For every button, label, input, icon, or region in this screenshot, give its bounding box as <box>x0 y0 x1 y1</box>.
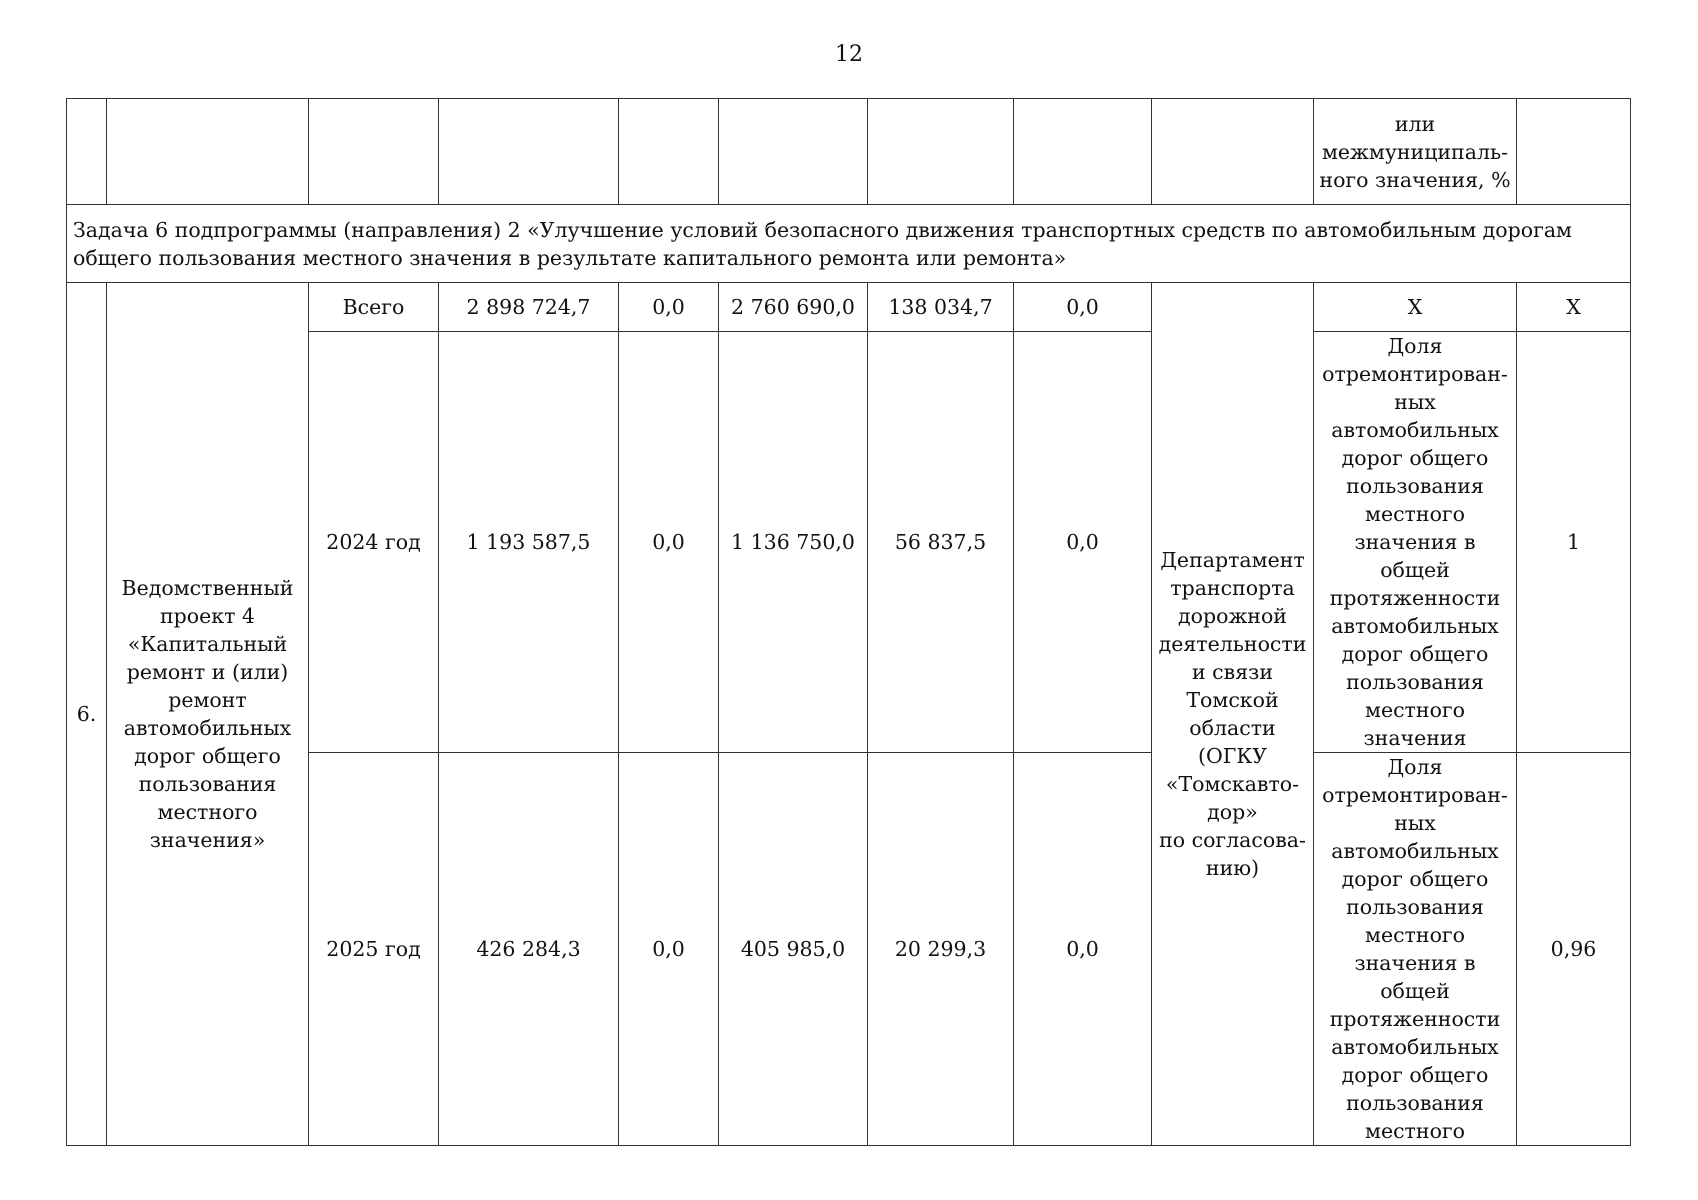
empty-cell <box>67 99 107 205</box>
indicator-value-cell: 1 <box>1517 332 1631 753</box>
empty-cell <box>868 99 1014 205</box>
period-cell: Всего <box>309 283 439 332</box>
other-funding-cell: 0,0 <box>1014 332 1152 753</box>
other-funding-cell: 0,0 <box>1014 753 1152 1146</box>
total-funding-cell: 2 898 724,7 <box>439 283 619 332</box>
empty-cell <box>439 99 619 205</box>
federal-funding-cell: 0,0 <box>619 753 719 1146</box>
indicator-cell: Доля отремонтирован- ных автомобильных дорог общего пользования местного значения в общей протяженности автомобильных дорог общего пользования местного значения <box>1314 332 1517 753</box>
program-table <box>66 98 1631 1146</box>
regional-funding-cell: 405 985,0 <box>719 753 868 1146</box>
local-funding-cell: 56 837,5 <box>868 332 1014 753</box>
header-continuation-row <box>67 99 1631 205</box>
empty-cell <box>719 99 868 205</box>
local-funding-cell: 138 034,7 <box>868 283 1014 332</box>
indicator-cell: Доля отремонтирован- ных автомобильных дорог общего пользования местного значения в общей протяженности автомобильных дорог общего пользования местного <box>1314 753 1517 1146</box>
total-funding-cell: 426 284,3 <box>439 753 619 1146</box>
regional-funding-cell: 2 760 690,0 <box>719 283 868 332</box>
project-row-total <box>67 283 1631 332</box>
empty-cell <box>1014 99 1152 205</box>
empty-cell <box>1152 99 1314 205</box>
empty-cell <box>309 99 439 205</box>
other-funding-cell: 0,0 <box>1014 283 1152 332</box>
regional-funding-cell: 1 136 750,0 <box>719 332 868 753</box>
task-row <box>67 205 1631 283</box>
period-cell: 2025 год <box>309 753 439 1146</box>
task-description: Задача 6 подпрограммы (направления) 2 «Улучшение условий безопасного движения транспортных средств по автомобильным дорогам общего пользования местного значения в результате капитального ремонта или ремонта» <box>67 205 1631 283</box>
project-name: Ведомственный проект 4 «Капитальный ремонт и (или) ремонт автомобильных дорог общего пользования местного значения» <box>107 283 309 1146</box>
indicator-value-cell: 0,96 <box>1517 753 1631 1146</box>
period-cell: 2024 год <box>309 332 439 753</box>
local-funding-cell: 20 299,3 <box>868 753 1014 1146</box>
indicator-cell: Х <box>1314 283 1517 332</box>
federal-funding-cell: 0,0 <box>619 283 719 332</box>
executor-cell: Департамент транспорта дорожной деятельности и связи Томской области (ОГКУ «Томскавто- дор» по согласова- нию) <box>1152 283 1314 1146</box>
empty-cell <box>1517 99 1631 205</box>
total-funding-cell: 1 193 587,5 <box>439 332 619 753</box>
indicator-value-cell: Х <box>1517 283 1631 332</box>
row-number: 6. <box>67 283 107 1146</box>
federal-funding-cell: 0,0 <box>619 332 719 753</box>
empty-cell <box>619 99 719 205</box>
empty-cell <box>107 99 309 205</box>
indicator-header-note: или межмуниципаль- ного значения, % <box>1314 99 1517 205</box>
page-number: 12 <box>835 42 863 67</box>
